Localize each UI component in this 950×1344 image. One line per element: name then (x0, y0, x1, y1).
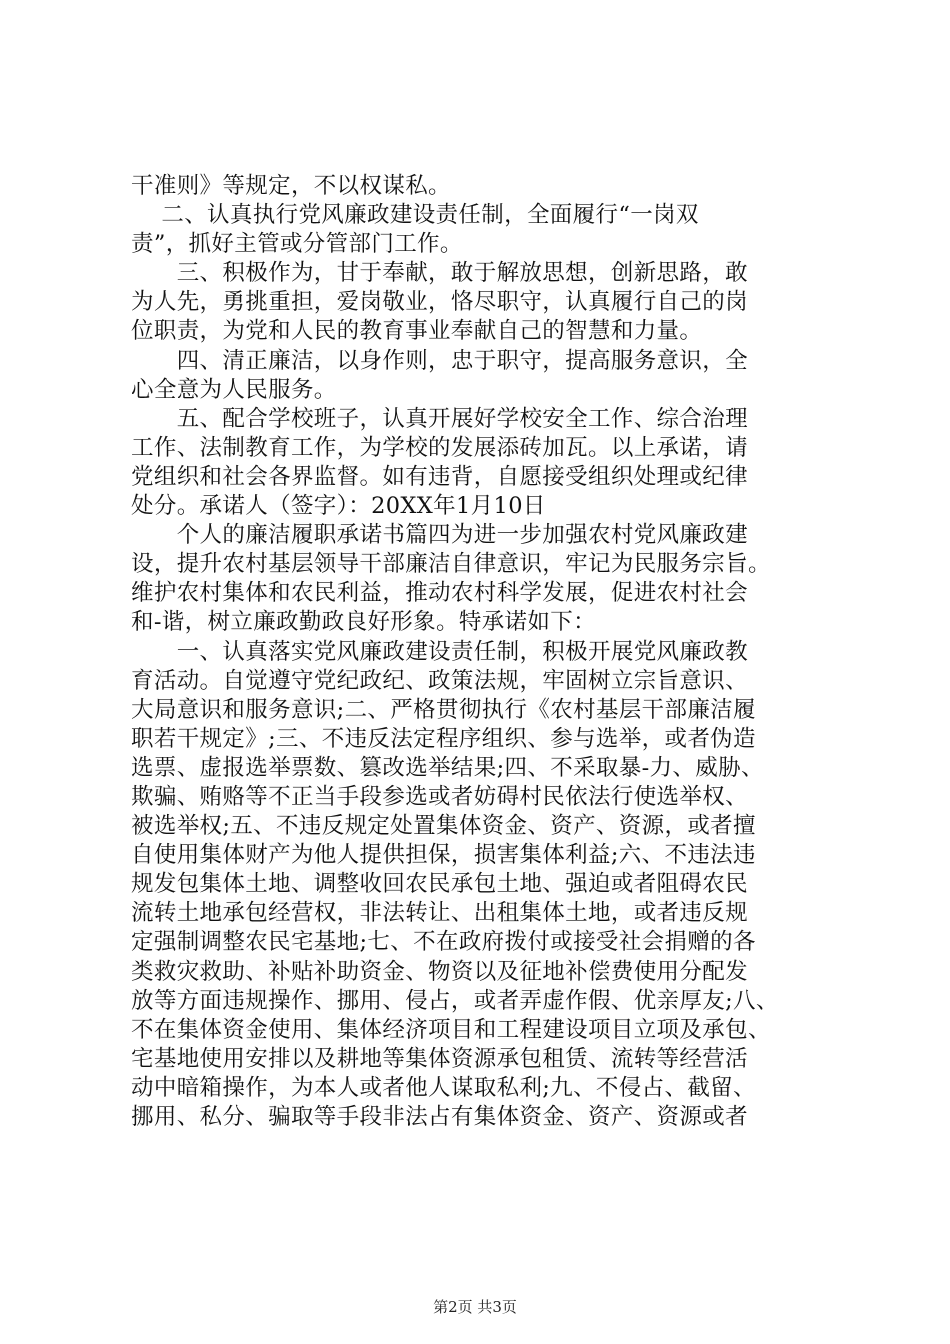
text-line: 挪用、私分、骗取等手段非法占有集体资金、资产、资源或者 (131, 1104, 748, 1130)
text-line: 一、认真落实党风廉政建设责任制，积极开展党风廉政教 (131, 638, 748, 665)
text-line: 和-谐，树立廉政勤政良好形象。特承诺如下： (131, 609, 596, 636)
text-line: 五、配合学校班子，认真开展好学校安全工作、综合治理 (131, 405, 748, 432)
text-line: 三、积极作为，甘于奉献，敢于解放思想，创新思路，敢 (131, 260, 748, 287)
text-line: 类救灾救助、补贴补助资金、物资以及征地补偿费使用分配发 (131, 958, 748, 985)
text-line: 规发包集体土地、调整收回农民承包土地、强迫或者阻碍农民 (131, 871, 748, 898)
text-line: 流转土地承包经营权，非法转让、出租集体土地，或者违反规 (131, 900, 748, 927)
text-line: 党组织和社会各界监督。如有违背，自愿接受组织处理或纪律 (131, 463, 748, 490)
text-line: 放等方面违规操作、挪用、侵占，或者弄虚作假、优亲厚友;八、 (131, 987, 779, 1014)
text-line: 设，提升农村基层领导干部廉洁自律意识，牢记为民服务宗旨。 (131, 551, 771, 578)
text-line: 为人先，勇挑重担，爱岗敬业，恪尽职守，认真履行自己的岗 (131, 289, 748, 316)
text-line: 心全意为人民服务。 (131, 376, 337, 403)
text-line: 维护农村集体和农民利益，推动农村科学发展，促进农村社会 (131, 580, 748, 607)
text-line: 自使用集体财产为他人提供担保，损害集体利益;六、不违法违 (131, 842, 756, 869)
document-body (131, 172, 831, 1132)
text-line: 大局意识和服务意识;二、严格贯彻执行《农村基层干部廉洁履 (131, 696, 756, 723)
text-line: 选票、虚报选举票数、篡改选举结果;四、不采取暴-力、威胁、 (131, 754, 764, 781)
text-line: 被选举权;五、不违反规定处置集体资金、资产、资源，或者擅 (131, 813, 756, 840)
text-line: 育活动。自觉遵守党纪政纪、政策法规，牢固树立宗旨意识、 (131, 667, 748, 694)
text-line: 欺骗、贿赂等不正当手段参选或者妨碍村民依法行使选举权、 (131, 783, 748, 810)
text-line: 二、认真执行党风廉政建设责任制，全面履行“一岗双 (131, 202, 699, 229)
text-line: 位职责，为党和人民的教育事业奉献自己的智慧和力量。 (131, 318, 703, 345)
text-line: 个人的廉洁履职承诺书篇四为进一步加强农村党风廉政建 (131, 522, 748, 549)
text-line: 处分。承诺人（签字）：20XX年1月10日 (131, 493, 546, 520)
text-line: 宅基地使用安排以及耕地等集体资源承包租赁、流转等经营活 (131, 1045, 748, 1072)
text-line: 动中暗箱操作，为本人或者他人谋取私利;九、不侵占、截留、 (131, 1074, 756, 1101)
text-line: 四、清正廉洁，以身作则，忠于职守，提高服务意识，全 (131, 347, 748, 374)
text-line: 干准则》等规定，不以权谋私。 (131, 173, 451, 199)
text-line: 责”，抓好主管或分管部门工作。 (131, 231, 463, 258)
text-line: 职若干规定》;三、不违反法定程序组织、参与选举，或者伪造 (131, 725, 756, 752)
text-line: 工作、法制教育工作，为学校的发展添砖加瓦。以上承诺，请 (131, 434, 748, 461)
text-line: 定强制调整农民宅基地;七、不在政府拨付或接受社会捐赠的各 (131, 929, 756, 956)
text-line: 不在集体资金使用、集体经济项目和工程建设项目立项及承包、 (131, 1016, 771, 1043)
page-number-footer: 第2页 共3页 (433, 1298, 517, 1316)
